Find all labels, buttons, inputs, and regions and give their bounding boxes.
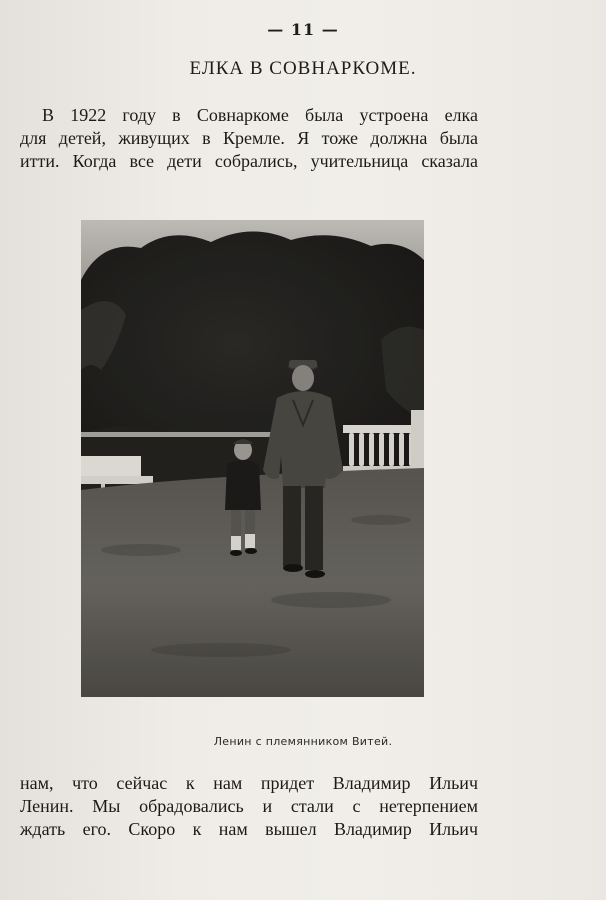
text-line: итти. Когда все дети собрались, учительница сказала [20,151,478,171]
text-line: для детей, живущих в Кремле. Я тоже должна была [20,128,478,148]
chapter-title: ЕЛКА В СОВНАРКОМЕ. [189,58,417,79]
photo-illustration [81,220,424,697]
text-line: Ленин. Мы обрадовались и стали с нетерпением [20,796,478,816]
photo-caption: Ленин с племянником Витей. [213,735,393,748]
page-number: — 11 — [267,20,339,39]
text-line: ждать его. Скоро к нам вышел Владимир Ильич [20,819,478,839]
paragraph-top [20,104,478,173]
photograph [81,220,424,697]
paragraph-bottom [20,772,478,841]
text-line: нам, что сейчас к нам придет Владимир Ильич [20,773,478,793]
text-line: В 1922 году в Совнаркоме была устроена елка [42,105,478,125]
